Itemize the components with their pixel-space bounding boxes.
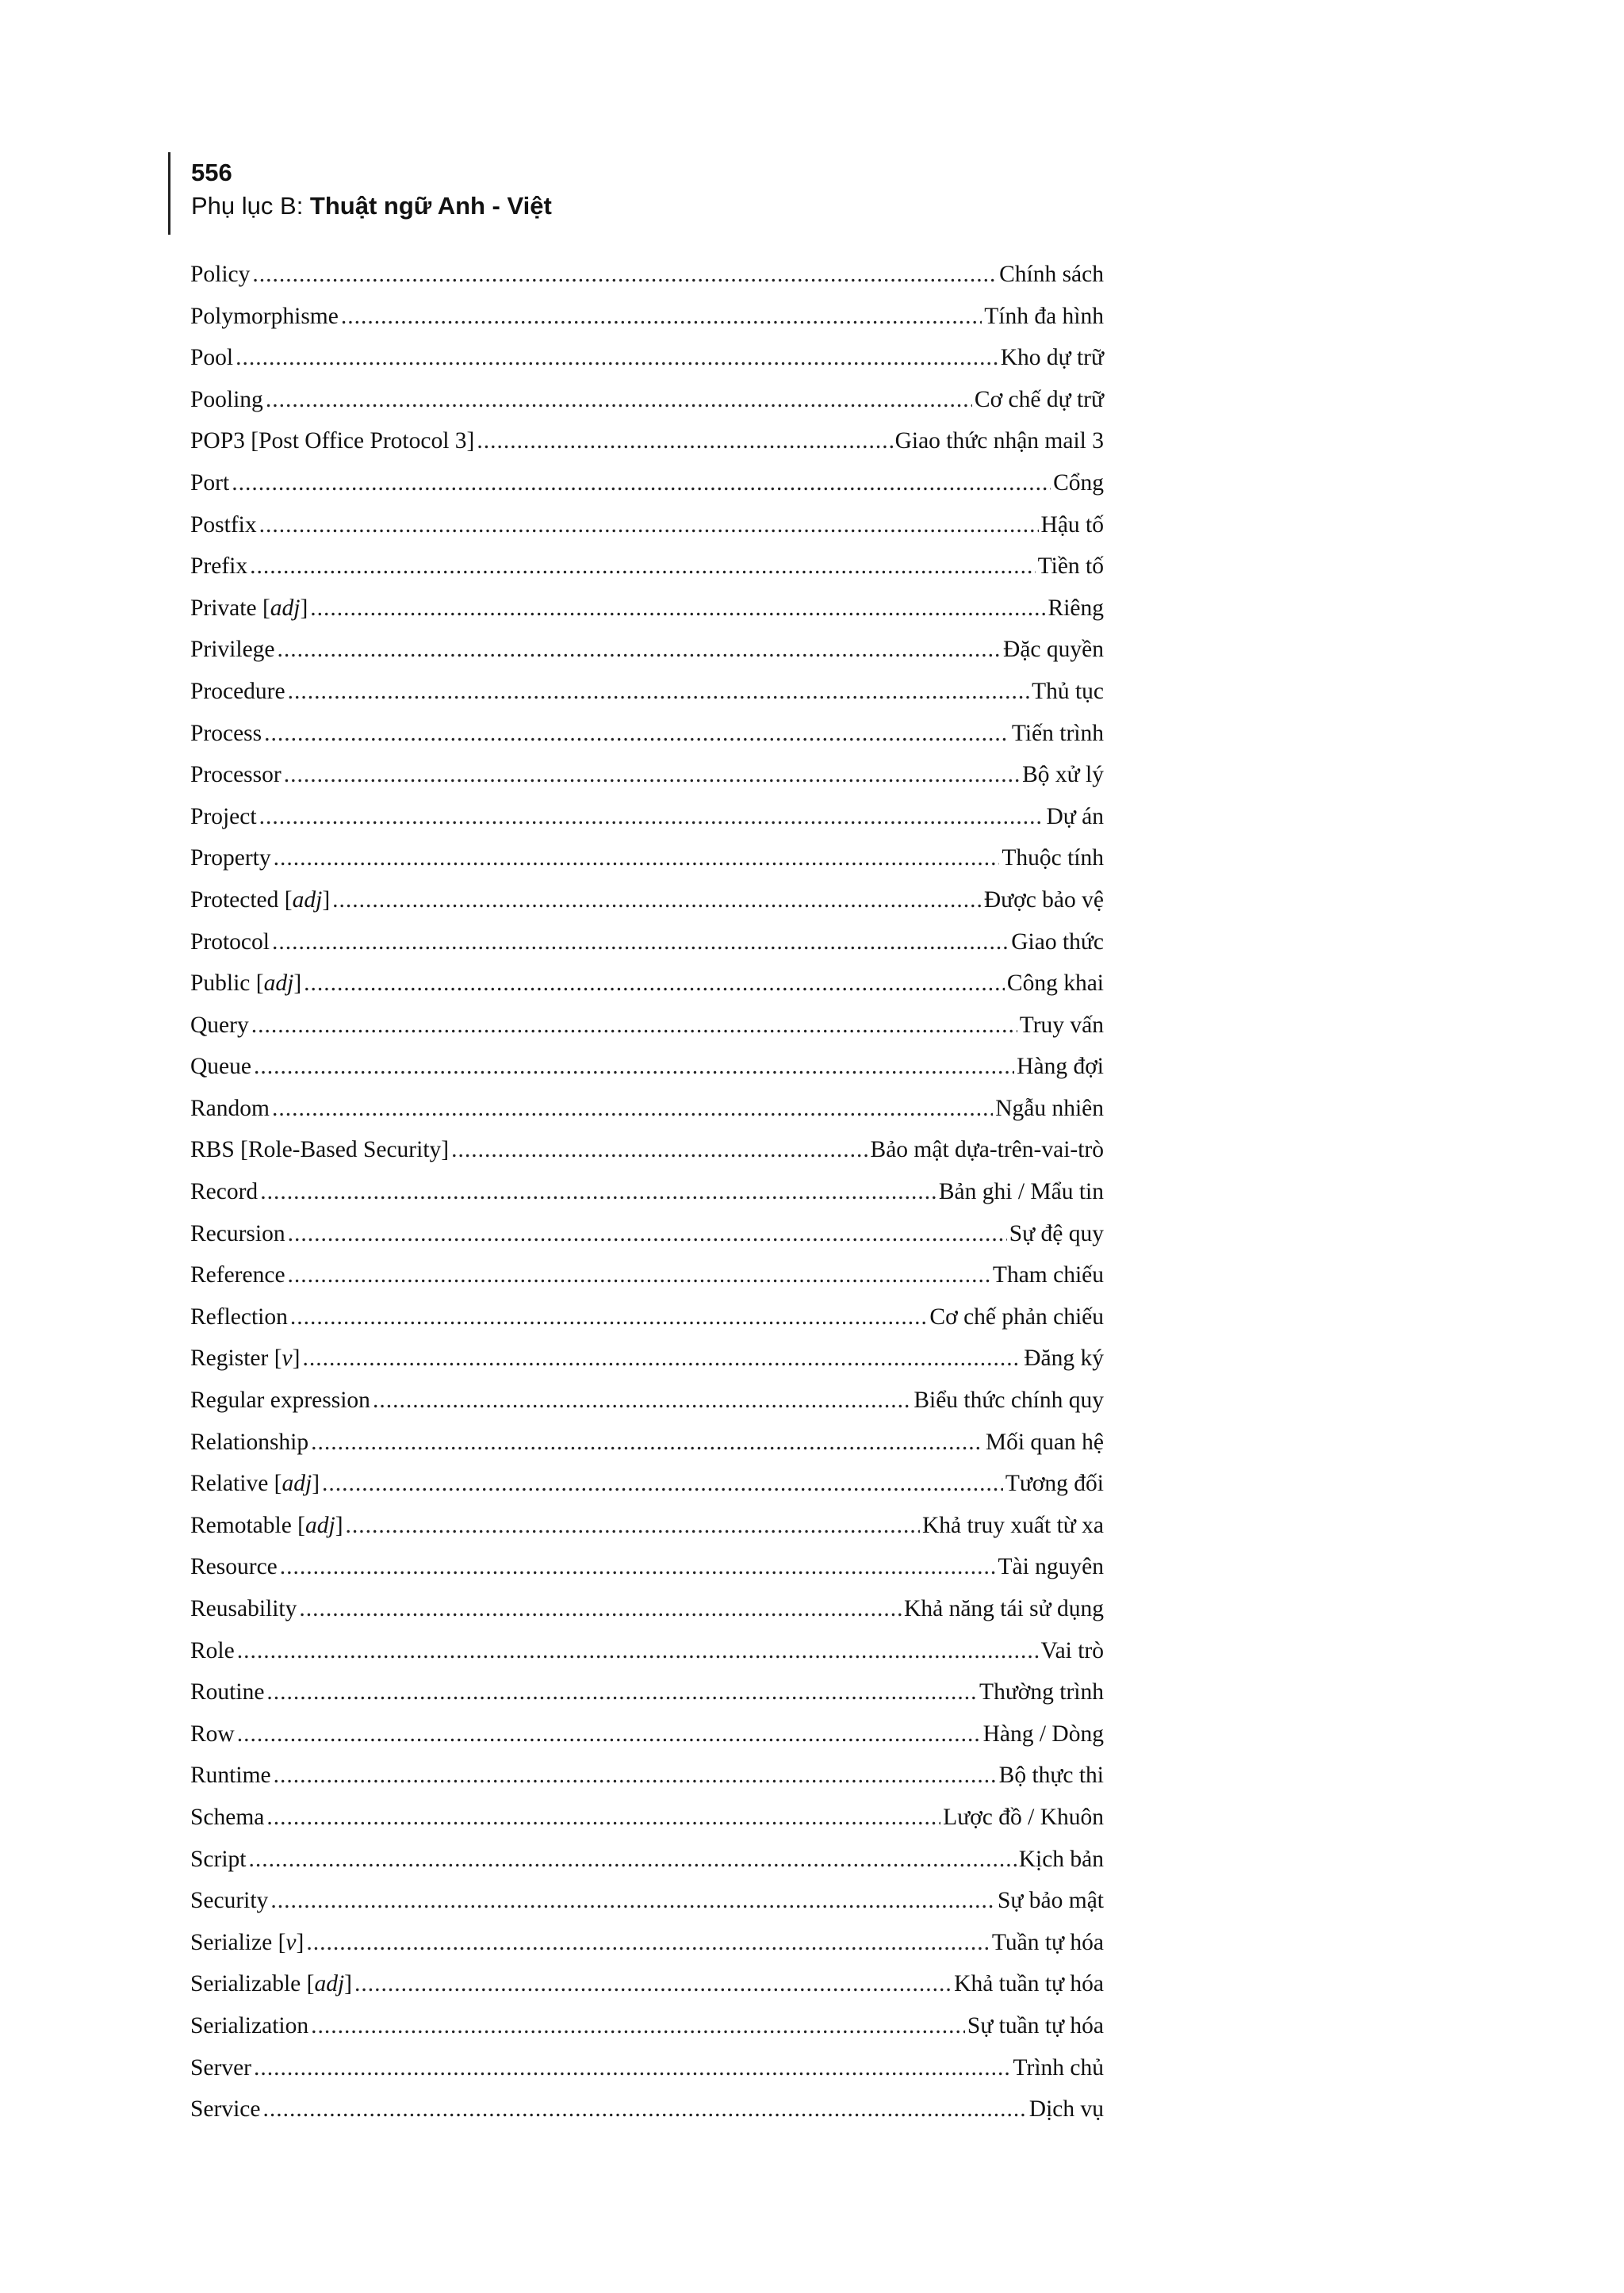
- entry-definition: Giao thức nhận mail 3: [894, 428, 1104, 454]
- glossary-entry: [190, 420, 1104, 462]
- glossary-entry: [190, 1546, 1104, 1588]
- entry-term-text: Reusability: [190, 1596, 297, 1621]
- entry-term: [190, 1005, 249, 1047]
- entry-term: [190, 2005, 308, 2047]
- glossary-entry: [190, 1880, 1104, 1922]
- glossary-entry: [190, 296, 1104, 338]
- entry-definition: Tiền tố: [1037, 553, 1104, 580]
- entry-term: [190, 837, 271, 879]
- dot-leader: [306, 1922, 990, 1964]
- entry-term: [190, 1254, 285, 1296]
- entry-pos-tag: adj: [282, 1471, 312, 1497]
- glossary-entry: [190, 629, 1104, 671]
- entry-term-text: Regular expression: [190, 1388, 370, 1414]
- dot-leader: [322, 1463, 1003, 1505]
- entry-definition: Vai trò: [1040, 1637, 1104, 1663]
- entry-definition: Khả tuần tự hóa: [954, 1971, 1104, 1997]
- entry-definition: Đặc quyền: [1003, 637, 1104, 663]
- glossary-entry: [190, 1713, 1104, 1755]
- entry-term-text: Processor: [190, 762, 282, 788]
- dot-leader: [310, 588, 1045, 630]
- dot-leader: [266, 1671, 977, 1713]
- glossary-entry: [190, 1671, 1104, 1713]
- entry-term: [190, 1713, 235, 1755]
- entry-term-text: Schema: [190, 1804, 265, 1830]
- entry-definition: Được bảo vệ: [983, 886, 1104, 913]
- entry-term: [190, 1671, 264, 1713]
- entry-term-text: Private: [190, 595, 257, 621]
- glossary-entry: [190, 1380, 1104, 1422]
- entry-term-text: Protocol: [190, 928, 270, 955]
- dot-leader: [259, 504, 1039, 546]
- glossary-entry: [190, 1463, 1104, 1505]
- entry-definition: Cổng: [1053, 469, 1104, 496]
- dot-leader: [272, 921, 1009, 963]
- entry-term-text: Record: [190, 1179, 259, 1205]
- entry-term: [190, 462, 229, 504]
- entry-definition: Khả truy xuất từ xa: [922, 1512, 1104, 1538]
- entry-term: [190, 1880, 268, 1922]
- entry-term: [190, 1380, 370, 1422]
- entry-term-text: Policy: [190, 262, 251, 287]
- glossary-entry: [190, 588, 1104, 630]
- running-head: [191, 189, 552, 224]
- entry-term: Protected [adj]: [190, 886, 331, 913]
- entry-definition: Hàng / Dòng: [982, 1721, 1104, 1747]
- entry-pos-tag: adj: [263, 970, 294, 997]
- entry-term: [190, 254, 250, 296]
- glossary-entry: [190, 1296, 1104, 1338]
- entry-definition: Sự đệ quy: [1009, 1220, 1104, 1246]
- entry-term-text: Query: [190, 1012, 249, 1038]
- dot-leader: [278, 629, 1002, 671]
- glossary-entry: [190, 1129, 1104, 1171]
- dot-leader: [270, 1880, 995, 1922]
- dot-leader: [237, 1713, 981, 1755]
- entry-definition: Dự án: [1046, 803, 1104, 829]
- entry-term: [190, 629, 275, 671]
- entry-definition: Ngẫu nhiên: [995, 1095, 1104, 1121]
- entry-definition: Hậu tố: [1040, 511, 1104, 538]
- entry-term: [190, 420, 474, 462]
- dot-leader: [274, 1755, 997, 1797]
- entry-term: [190, 1422, 308, 1464]
- glossary-entry: [190, 1505, 1104, 1547]
- entry-definition: Bộ thực thi: [998, 1763, 1104, 1789]
- entry-definition: Bảo mật dựa-trên-vai-trò: [870, 1137, 1104, 1163]
- entry-term: [190, 1755, 271, 1797]
- dot-leader: [264, 713, 1009, 755]
- entry-term: [190, 1088, 270, 1130]
- entry-term-text: Routine: [190, 1679, 265, 1705]
- entry-term-text: Row: [190, 1721, 235, 1747]
- entry-term: Serialize [v]: [190, 1929, 304, 1955]
- entry-term-text: Recursion: [190, 1220, 285, 1246]
- dot-leader: [288, 671, 1029, 713]
- entry-term-text: Register: [190, 1346, 269, 1372]
- dot-leader: [252, 254, 997, 296]
- glossary-entry: [190, 462, 1104, 504]
- entry-pos-tag: adj: [292, 886, 323, 913]
- entry-term: [190, 1296, 288, 1338]
- entry-term: [190, 379, 263, 421]
- entry-term-text: Port: [190, 469, 230, 496]
- glossary-entry: [190, 1797, 1104, 1839]
- glossary-entry: [190, 2047, 1104, 2089]
- glossary-entry: [190, 963, 1104, 1005]
- entry-term-text: Polymorphisme: [190, 303, 339, 329]
- entry-term: [190, 504, 257, 546]
- dot-leader: [262, 2088, 1026, 2130]
- running-head-title: Thuật ngữ Anh - Việt: [309, 192, 552, 220]
- glossary-entry: [190, 337, 1104, 379]
- dot-leader: [259, 796, 1044, 838]
- dot-leader: [260, 1171, 936, 1213]
- entry-term: [190, 1546, 278, 1588]
- glossary-entry: [190, 1422, 1104, 1464]
- glossary-entry: [190, 1630, 1104, 1672]
- entry-term: Remotable [adj]: [190, 1512, 343, 1538]
- glossary-entry: [190, 1338, 1104, 1380]
- entry-definition: Cơ chế phản chiếu: [929, 1303, 1104, 1330]
- glossary-entry: [190, 1005, 1104, 1047]
- glossary-entry: [190, 1254, 1104, 1296]
- entry-term-text: Relative: [190, 1471, 269, 1497]
- dot-leader: [266, 1797, 940, 1839]
- dot-leader: [288, 1254, 990, 1296]
- dot-leader: [232, 462, 1051, 504]
- dot-leader: [274, 837, 1000, 879]
- entry-pos-tag: v: [285, 1929, 297, 1955]
- entry-term: [190, 1839, 246, 1881]
- entry-term-text: Serialization: [190, 2012, 309, 2038]
- entry-definition: Tiến trình: [1011, 720, 1104, 746]
- entry-definition: Giao thức: [1011, 928, 1104, 955]
- entry-term-text: Serialize: [190, 1929, 273, 1955]
- glossary-entry: [190, 1922, 1104, 1964]
- entry-definition: Truy vấn: [1019, 1012, 1104, 1038]
- entry-term: [190, 1171, 258, 1213]
- entry-definition: Thuộc tính: [1002, 845, 1104, 871]
- glossary-entry: [190, 1213, 1104, 1255]
- dot-leader: [288, 1213, 1007, 1255]
- entry-term: [190, 921, 270, 963]
- glossary-entry: [190, 379, 1104, 421]
- entry-term: [190, 1213, 285, 1255]
- glossary-entry: [190, 671, 1104, 713]
- entry-pos-tag: v: [282, 1346, 293, 1372]
- entry-term: Public [adj]: [190, 970, 302, 997]
- entry-definition: Kho dự trữ: [1000, 345, 1104, 371]
- entry-term: [190, 2047, 251, 2089]
- dot-leader: [299, 1588, 902, 1630]
- dot-leader: [254, 2047, 1011, 2089]
- entry-term: [190, 296, 339, 338]
- glossary-entry: [190, 1588, 1104, 1630]
- dot-leader: [237, 1630, 1039, 1672]
- dot-leader: [373, 1380, 911, 1422]
- entry-term: [190, 337, 233, 379]
- entry-term: Relative [adj]: [190, 1471, 320, 1497]
- entry-term: [190, 1129, 449, 1171]
- entry-term-text: Project: [190, 803, 257, 829]
- entry-definition: Riêng: [1048, 595, 1104, 621]
- entry-definition: Sự bảo mật: [998, 1888, 1104, 1914]
- dot-leader: [304, 963, 1005, 1005]
- entry-definition: Bộ xử lý: [1022, 762, 1104, 788]
- entry-term: Private [adj]: [190, 595, 308, 621]
- entry-definition: Chính sách: [999, 262, 1104, 287]
- entry-term: Register [v]: [190, 1346, 301, 1372]
- entry-term-text: Reference: [190, 1262, 285, 1288]
- entry-definition: Tuần tự hóa: [991, 1929, 1104, 1955]
- entry-term: [190, 1797, 264, 1839]
- entry-term-text: Relationship: [190, 1429, 309, 1455]
- entry-term-text: Service: [190, 2096, 261, 2123]
- entry-pos-tag: adj: [314, 1971, 345, 1997]
- entry-term-text: Resource: [190, 1554, 278, 1580]
- glossary-entry: [190, 1963, 1104, 2005]
- entry-definition: Kịch bản: [1018, 1846, 1104, 1872]
- dot-leader: [236, 337, 998, 379]
- dot-leader: [332, 879, 982, 921]
- entry-term: [190, 2088, 260, 2130]
- entry-term-text: Procedure: [190, 678, 285, 704]
- glossary-entry: [190, 504, 1104, 546]
- glossary-entry: [190, 2005, 1104, 2047]
- entry-term-text: POP3 [Post Office Protocol 3]: [190, 428, 475, 454]
- glossary-entry: [190, 754, 1104, 796]
- dot-leader: [248, 1839, 1016, 1881]
- glossary-entry: [190, 545, 1104, 588]
- entry-term-text: Reflection: [190, 1303, 288, 1330]
- glossary-entry: [190, 713, 1104, 755]
- dot-leader: [311, 1422, 983, 1464]
- dot-leader: [280, 1546, 996, 1588]
- glossary-entry: [190, 879, 1104, 921]
- entry-term-text: Postfix: [190, 511, 257, 538]
- dot-leader: [302, 1338, 1021, 1380]
- glossary-entry: [190, 2088, 1104, 2130]
- entry-term-text: Pooling: [190, 386, 263, 412]
- entry-term-text: Script: [190, 1846, 247, 1872]
- entry-term: [190, 1588, 297, 1630]
- entry-term: Serializable [adj]: [190, 1971, 352, 1997]
- entry-term-text: Security: [190, 1888, 269, 1914]
- dot-leader: [451, 1129, 868, 1171]
- entry-definition: Công khai: [1006, 970, 1104, 997]
- glossary-entry: [190, 254, 1104, 296]
- entry-definition: Hàng đợi: [1017, 1054, 1104, 1080]
- entry-term-text: Queue: [190, 1054, 251, 1080]
- dot-leader: [251, 1005, 1017, 1047]
- running-head-prefix: Phụ lục B:: [191, 192, 310, 220]
- entry-definition: Tài nguyên: [998, 1554, 1104, 1580]
- dot-leader: [311, 2005, 965, 2047]
- entry-definition: Trình chủ: [1013, 2054, 1104, 2081]
- entry-definition: Biểu thức chính quy: [914, 1388, 1104, 1414]
- entry-definition: Thủ tục: [1032, 678, 1104, 704]
- entry-term-text: Privilege: [190, 637, 275, 663]
- glossary-entry: [190, 796, 1104, 838]
- entry-term-text: RBS [Role-Based Security]: [190, 1137, 450, 1163]
- dot-leader: [272, 1088, 993, 1130]
- entry-term-text: Prefix: [190, 553, 248, 580]
- entry-definition: Mối quan hệ: [985, 1429, 1104, 1455]
- dot-leader: [284, 754, 1020, 796]
- dot-leader: [346, 1505, 920, 1547]
- page-number: 556: [191, 159, 232, 186]
- entry-definition: Sự tuần tự hóa: [967, 2012, 1104, 2038]
- entry-definition: Thường trình: [979, 1679, 1104, 1705]
- entry-term-text: Protected: [190, 886, 279, 913]
- entry-term: [190, 1630, 235, 1672]
- entry-term: [190, 796, 257, 838]
- dot-leader: [290, 1296, 928, 1338]
- entry-term-text: Remotable: [190, 1512, 292, 1538]
- dot-leader: [254, 1046, 1014, 1088]
- entry-term-text: Pool: [190, 345, 234, 371]
- glossary-entry: [190, 1046, 1104, 1088]
- entry-definition: Bản ghi / Mẩu tin: [938, 1179, 1104, 1205]
- dot-leader: [341, 296, 982, 338]
- glossary-entry: [190, 1171, 1104, 1213]
- entry-term-text: Property: [190, 845, 271, 871]
- entry-term-text: Serializable: [190, 1971, 301, 1997]
- dot-leader: [250, 545, 1036, 588]
- dot-leader: [477, 420, 892, 462]
- entry-term-text: Server: [190, 2054, 251, 2081]
- glossary-entry: [190, 921, 1104, 963]
- entry-definition: Dịch vụ: [1028, 2096, 1104, 2123]
- dot-leader: [354, 1963, 952, 2005]
- entry-term: [190, 754, 282, 796]
- entry-definition: Tham chiếu: [992, 1262, 1104, 1288]
- entry-definition: Đăng ký: [1024, 1346, 1104, 1372]
- glossary-entry: [190, 1839, 1104, 1881]
- glossary-entry: [190, 837, 1104, 879]
- entry-term-text: Random: [190, 1095, 270, 1121]
- entry-definition: Cơ chế dự trữ: [974, 386, 1104, 412]
- entry-term-text: Public: [190, 970, 251, 997]
- entry-term: [190, 1046, 251, 1088]
- entry-term-text: Process: [190, 720, 262, 746]
- page-header: [168, 152, 552, 235]
- entry-term-text: Role: [190, 1637, 235, 1663]
- glossary-entry: [190, 1088, 1104, 1130]
- entry-term-text: Runtime: [190, 1763, 271, 1789]
- entry-pos-tag: adj: [270, 595, 301, 621]
- entry-definition: Khả năng tái sử dụng: [904, 1596, 1104, 1621]
- entry-definition: Tương đối: [1005, 1471, 1104, 1497]
- glossary-list: [190, 254, 1104, 2130]
- entry-definition: Tính đa hình: [984, 303, 1104, 329]
- glossary-entry: [190, 1755, 1104, 1797]
- entry-term: [190, 671, 285, 713]
- entry-term: [190, 545, 247, 588]
- entry-term: [190, 713, 262, 755]
- dot-leader: [266, 379, 972, 421]
- entry-definition: Lược đồ / Khuôn: [943, 1804, 1104, 1830]
- entry-pos-tag: adj: [305, 1512, 335, 1538]
